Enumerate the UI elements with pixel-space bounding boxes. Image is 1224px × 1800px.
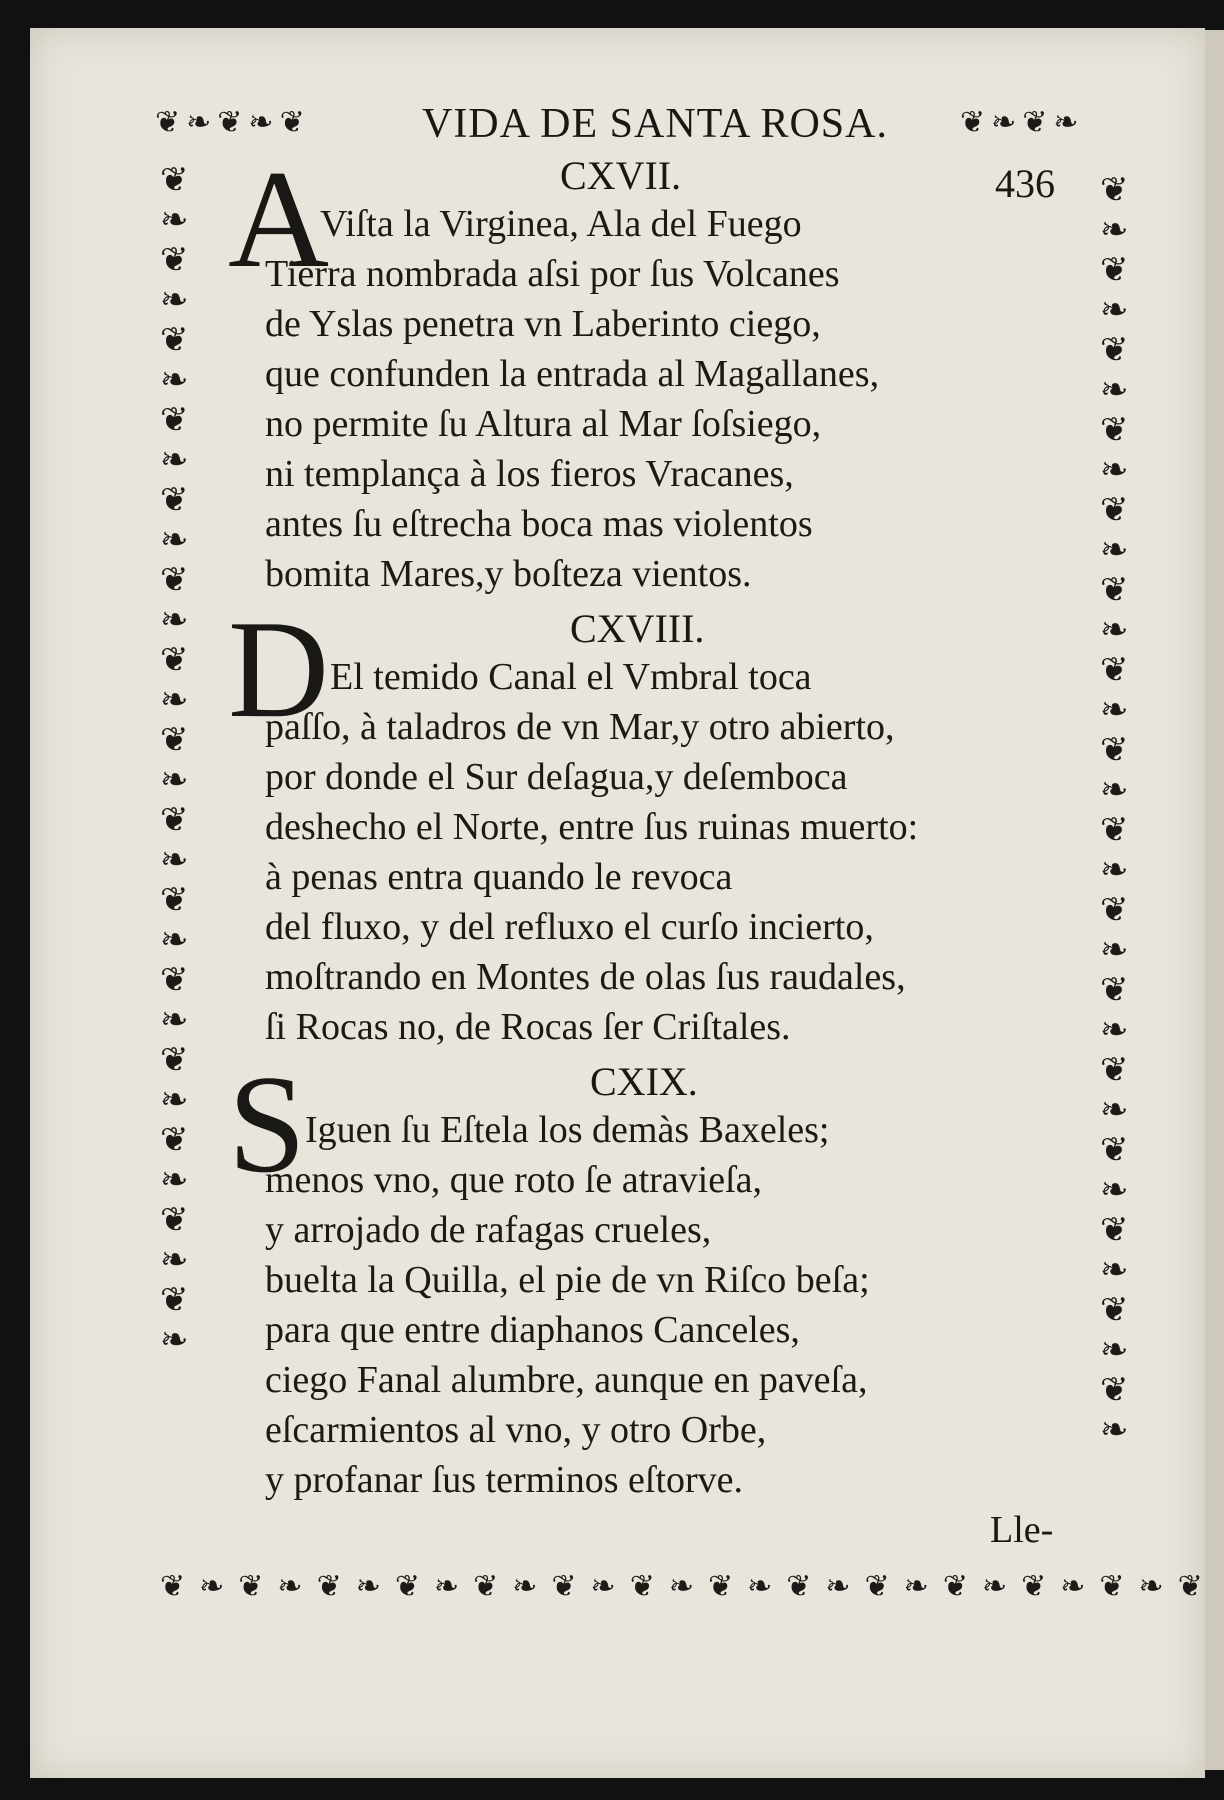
verse-line: Tierra nombrada aſsi por ſus Volcanes — [265, 253, 840, 295]
fleuron-icon: ❧ — [1138, 1569, 1164, 1604]
verse-line: deshecho el Norte, entre ſus ruinas muerto: — [265, 806, 919, 848]
verse-line: moſtrando en Montes de olas ſus raudales, — [265, 956, 906, 998]
fleuron-icon: ❦ — [1100, 970, 1129, 1010]
fleuron-icon: ❧ — [1100, 210, 1129, 250]
fleuron-icon: ❦ — [279, 105, 305, 140]
fleuron-icon: ❦ — [1100, 490, 1129, 530]
fleuron-icon: ❧ — [355, 1569, 381, 1604]
fleuron-icon: ❧ — [160, 200, 189, 240]
fleuron-icon: ❧ — [825, 1569, 851, 1604]
fleuron-icon: ❧ — [186, 105, 212, 140]
fleuron-icon: ❦ — [160, 640, 189, 680]
fleuron-icon: ❦ — [1177, 1569, 1203, 1604]
fleuron-icon: ❧ — [1100, 530, 1129, 570]
fleuron-icon: ❧ — [160, 520, 189, 560]
fleuron-icon: ❦ — [1100, 1210, 1129, 1250]
fleuron-icon: ❧ — [160, 1000, 189, 1040]
fleuron-icon: ❧ — [160, 280, 189, 320]
fleuron-icon: ❧ — [1053, 105, 1079, 140]
verse-line: bomita Mares,y boſteza vientos. — [265, 553, 752, 595]
fleuron-icon: ❧ — [1100, 850, 1129, 890]
verse-line: antes ſu eſtrecha boca mas violentos — [265, 503, 813, 545]
fleuron-icon: ❦ — [160, 960, 189, 1000]
fleuron-icon: ❦ — [1100, 170, 1129, 210]
fleuron-icon: ❧ — [1100, 290, 1129, 330]
fleuron-icon: ❦ — [1022, 105, 1048, 140]
verse-line: por donde el Sur deſagua,y deſemboca — [265, 756, 848, 798]
fleuron-icon: ❧ — [160, 1320, 189, 1360]
fleuron-icon: ❧ — [160, 1160, 189, 1200]
fleuron-icon: ❦ — [1100, 330, 1129, 370]
fleuron-icon: ❧ — [160, 1080, 189, 1120]
verse-line: para que entre diaphanos Canceles, — [265, 1309, 800, 1351]
verse-line: El temido Canal el Vmbral toca — [330, 656, 812, 698]
fleuron-icon: ❦ — [160, 800, 189, 840]
verse-line: que confunden la entrada al Magallanes, — [265, 353, 880, 395]
fleuron-icon: ❦ — [473, 1569, 499, 1604]
fleuron-icon: ❦ — [629, 1569, 655, 1604]
fleuron-icon: ❦ — [160, 320, 189, 360]
fleuron-icon: ❧ — [433, 1569, 460, 1604]
fleuron-icon: ❦ — [960, 105, 986, 140]
fleuron-icon: ❧ — [248, 105, 274, 140]
verse-line: del fluxo, y del refluxo el curſo incierto, — [265, 906, 874, 948]
verse-line: de Yslas penetra vn Laberinto ciego, — [265, 303, 821, 345]
fleuron-icon: ❦ — [1100, 730, 1129, 770]
fleuron-icon: ❧ — [991, 105, 1017, 140]
fleuron-icon: ❦ — [160, 560, 189, 600]
fleuron-icon: ❧ — [903, 1569, 929, 1604]
fleuron-icon: ❧ — [160, 920, 189, 960]
verse-line: paſſo, à taladros de vn Mar,y otro abierto, — [265, 706, 895, 748]
verse-line: menos vno, que roto ſe atravieſa, — [265, 1159, 763, 1201]
ornament-border-bottom — [160, 1569, 1203, 1604]
fleuron-icon: ❦ — [155, 105, 181, 140]
ornament-border-top-left — [155, 105, 305, 140]
fleuron-icon: ❧ — [277, 1569, 303, 1604]
fleuron-icon: ❦ — [217, 105, 243, 140]
fleuron-icon: ❦ — [160, 1040, 189, 1080]
verse-line: buelta la Quilla, el pie de vn Riſco beſa; — [265, 1259, 870, 1301]
fleuron-icon: ❧ — [512, 1569, 538, 1604]
facing-page-edge — [1205, 30, 1224, 1770]
fleuron-icon: ❦ — [160, 720, 189, 760]
fleuron-icon: ❧ — [160, 440, 189, 480]
fleuron-icon: ❧ — [199, 1569, 225, 1604]
fleuron-icon: ❦ — [786, 1569, 812, 1604]
fleuron-icon: ❦ — [1100, 1050, 1129, 1090]
fleuron-icon: ❦ — [551, 1569, 577, 1604]
fleuron-icon: ❦ — [316, 1569, 342, 1604]
fleuron-icon: ❦ — [1100, 1130, 1129, 1170]
fleuron-icon: ❧ — [160, 680, 189, 720]
fleuron-icon: ❧ — [160, 760, 189, 800]
stanza-number: CXVIII. — [570, 606, 705, 651]
fleuron-icon: ❧ — [1100, 770, 1129, 810]
stanza-number: CXVII. — [560, 153, 682, 198]
fleuron-icon: ❦ — [160, 400, 189, 440]
fleuron-icon: ❦ — [160, 1200, 189, 1240]
fleuron-icon: ❦ — [1100, 890, 1129, 930]
fleuron-icon: ❦ — [1021, 1569, 1047, 1604]
fleuron-icon: ❧ — [1100, 370, 1129, 410]
fleuron-icon: ❧ — [1100, 1410, 1129, 1450]
fleuron-icon: ❧ — [590, 1569, 616, 1604]
fleuron-icon: ❦ — [160, 240, 189, 280]
fleuron-icon: ❦ — [1099, 1569, 1125, 1604]
fleuron-icon: ❧ — [1100, 450, 1129, 490]
drop-cap-initial: A — [228, 142, 330, 297]
fleuron-icon: ❧ — [1100, 1330, 1129, 1370]
fleuron-icon: ❦ — [1100, 570, 1129, 610]
fleuron-icon: ❦ — [160, 1569, 186, 1604]
fleuron-icon: ❧ — [160, 360, 189, 400]
stanza-number: CXIX. — [590, 1059, 698, 1104]
fleuron-icon: ❧ — [1100, 690, 1129, 730]
fleuron-icon: ❦ — [1100, 250, 1129, 290]
verse-line: no permite ſu Altura al Mar ſoſsiego, — [265, 403, 822, 445]
verse-line: Viſta la Virginea, Ala del Fuego — [320, 203, 802, 245]
fleuron-icon: ❧ — [1060, 1569, 1086, 1604]
verse-line: eſcarmientos al vno, y otro Orbe, — [265, 1409, 767, 1451]
verse-line: Iguen ſu Eſtela los demàs Baxeles; — [305, 1109, 830, 1151]
fleuron-icon: ❧ — [747, 1569, 773, 1604]
fleuron-icon: ❦ — [238, 1569, 264, 1604]
drop-cap-initial: D — [228, 592, 330, 747]
ornament-border-left — [160, 160, 189, 1360]
fleuron-icon: ❦ — [707, 1569, 734, 1604]
fleuron-icon: ❦ — [1100, 650, 1129, 690]
verse-line: ciego Fanal alumbre, aunque en paveſa, — [265, 1359, 868, 1401]
fleuron-icon: ❦ — [160, 880, 189, 920]
fleuron-icon: ❦ — [864, 1569, 890, 1604]
page-number: 436 — [995, 161, 1055, 206]
verse-line: y profanar ſus terminos eſtorve. — [265, 1459, 744, 1501]
verse-line: ſi Rocas no, de Rocas ſer Criſtales. — [265, 1006, 791, 1048]
verse-line: ni templança à los fieros Vracanes, — [265, 453, 794, 495]
running-head: VIDA DE SANTA ROSA. — [421, 101, 888, 147]
fleuron-icon: ❧ — [1100, 1170, 1129, 1210]
fleuron-icon: ❦ — [160, 480, 189, 520]
fleuron-icon: ❦ — [1100, 1370, 1129, 1410]
fleuron-icon: ❧ — [1100, 1010, 1129, 1050]
fleuron-icon: ❧ — [981, 1569, 1008, 1604]
ornament-border-right — [1100, 170, 1129, 1450]
fleuron-icon: ❦ — [160, 1280, 189, 1320]
fleuron-icon: ❦ — [1100, 410, 1129, 450]
fleuron-icon: ❧ — [1100, 1090, 1129, 1130]
fleuron-icon: ❦ — [1100, 1290, 1129, 1330]
fleuron-icon: ❧ — [1100, 930, 1129, 970]
ornament-border-top-right — [960, 105, 1079, 140]
fleuron-icon: ❦ — [394, 1569, 420, 1604]
fleuron-icon: ❦ — [1100, 810, 1129, 850]
drop-cap-initial: S — [228, 1047, 306, 1202]
fleuron-icon: ❦ — [160, 160, 189, 200]
fleuron-icon: ❧ — [160, 600, 189, 640]
verse-line: y arrojado de rafagas crueles, — [265, 1209, 712, 1251]
fleuron-icon: ❧ — [1100, 610, 1129, 650]
fleuron-icon: ❧ — [160, 1240, 189, 1280]
fleuron-icon: ❦ — [160, 1120, 189, 1160]
fleuron-icon: ❧ — [160, 840, 189, 880]
verse-line: à penas entra quando le revoca — [265, 856, 733, 898]
fleuron-icon: ❧ — [668, 1569, 694, 1604]
catchword: Lle- — [990, 1509, 1054, 1551]
fleuron-icon: ❧ — [1100, 1250, 1129, 1290]
fleuron-icon: ❦ — [942, 1569, 968, 1604]
